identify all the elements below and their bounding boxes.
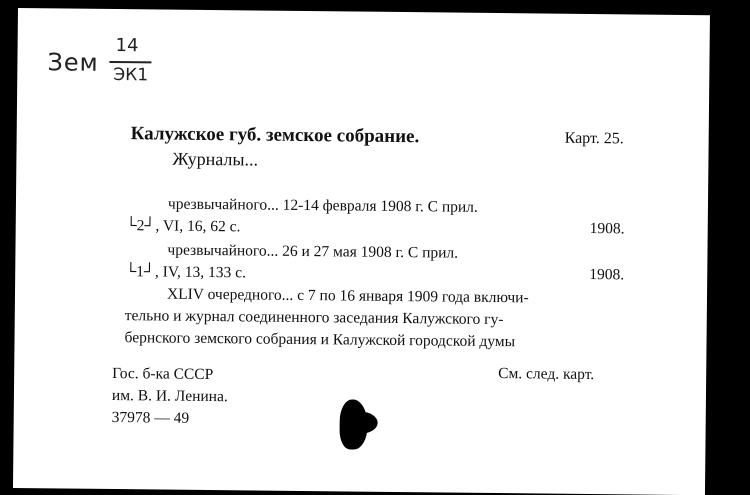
catalog-card [13, 8, 710, 495]
library-name: Гос. б-ка СССР [112, 365, 214, 384]
entry-1-line-2: └2┘, VI, 16, 62 с. [125, 217, 241, 236]
entry-2-line-2: └1┘, IV, 13, 133 с. [125, 263, 247, 282]
library-namesake: им. В. И. Ленина. [111, 387, 228, 406]
handwritten-fraction-line [109, 61, 151, 63]
card-title: Калужское губ. земское собрание. [130, 123, 420, 148]
handwritten-numerator: 14 [115, 35, 139, 57]
entry-3-line-2: тельно и журнал соединенного заседания Калужского гу- [124, 307, 504, 329]
entry-3-line-3: бернского земского собрания и Калужской городской думы [124, 329, 516, 351]
entry-3-line-1: XLIV очередного... с 7 по 16 января 1909 года включи- [166, 285, 529, 307]
entry-1-year: 1908. [589, 219, 625, 238]
handwritten-mark: Зем [47, 48, 99, 77]
entry-1-line-1: чрезвычайного... 12-14 февраля 1908 г. С прил. [167, 195, 478, 216]
ink-blot-edge [344, 411, 378, 433]
handwritten-denominator: ЭК1 [113, 65, 149, 86]
card-subtitle: Журналы... [172, 148, 259, 170]
continuation-note: См. след. карт. [498, 365, 595, 384]
entry-2-line-1: чрезвычайного... 26 и 27 мая 1908 г. С прил. [167, 241, 459, 262]
card-number: Карт. 25. [564, 129, 624, 148]
entry-2-year: 1908. [589, 265, 625, 284]
library-code: 37978 — 49 [111, 409, 190, 427]
